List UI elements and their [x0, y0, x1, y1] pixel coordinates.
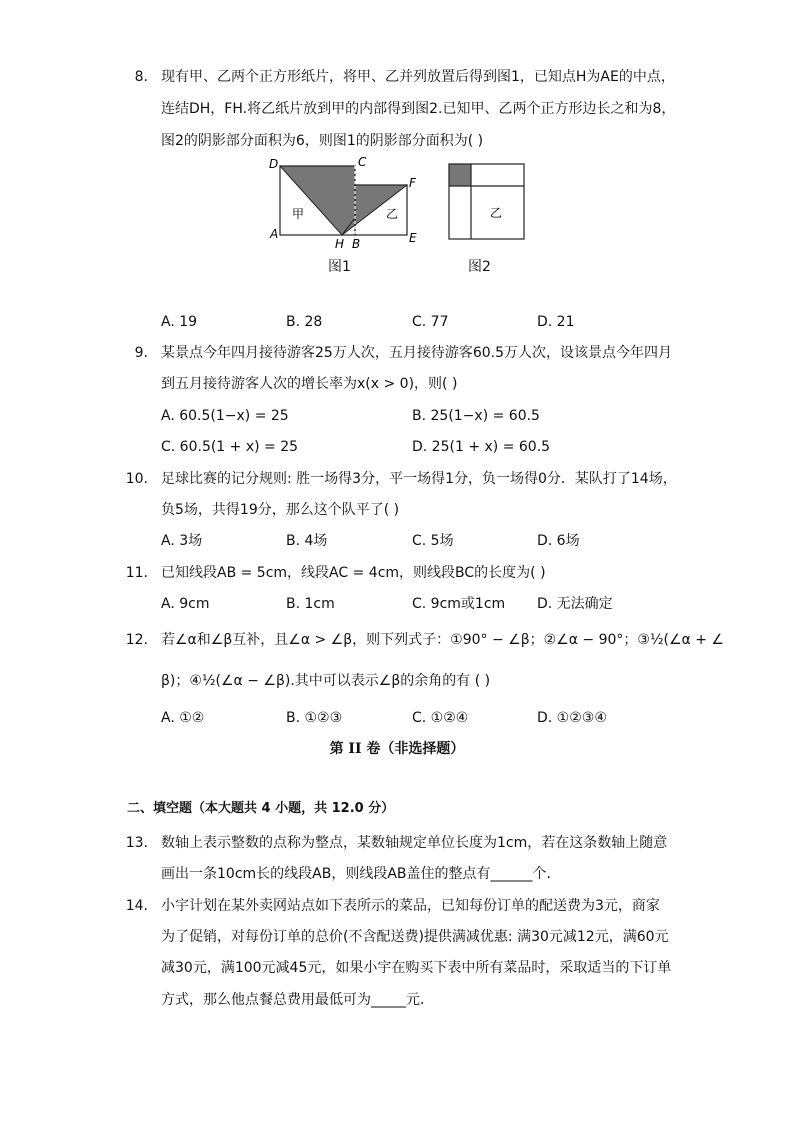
question-number: 14.	[125, 898, 148, 914]
square-label-yi: 乙	[490, 206, 503, 220]
option-c[interactable]: C. 60.5(1 + x) = 25	[161, 439, 299, 455]
question-text-line: 现有甲、乙两个正方形纸片，将甲、乙并列放置后得到图1，已知点H为AE的中点，	[161, 69, 675, 85]
option-a[interactable]: A. ①②	[161, 710, 205, 726]
point-label-b: B	[352, 237, 361, 251]
option-c[interactable]: C. ①②④	[412, 710, 469, 726]
option-c[interactable]: C. 9cm或1cm	[412, 596, 506, 612]
option-b[interactable]: B. 4场	[286, 533, 328, 549]
option-b[interactable]: B. ①②③	[286, 710, 343, 726]
point-label-c: C	[358, 155, 367, 169]
question-text-line: β)；④½(∠α − ∠β).其中可以表示∠β的余角的有 ( )	[161, 673, 491, 689]
point-label-h: H	[335, 237, 345, 251]
question-text-line: 画出一条10cm长的线段AB，则线段AB盖住的整点有______个．	[161, 866, 561, 882]
option-a[interactable]: A. 60.5(1−x) = 25	[161, 408, 289, 424]
question-text-line: 减30元，满100元减45元，如果小宇在购买下表中所有菜品时，采取适当的下订单	[161, 960, 672, 976]
option-d[interactable]: D. 6场	[537, 533, 580, 549]
question-number: 12.	[125, 632, 148, 648]
square-label-jia: 甲	[292, 207, 305, 221]
option-a[interactable]: A. 3场	[161, 533, 203, 549]
option-b[interactable]: B. 28	[286, 314, 323, 330]
shaded-triangle-left	[280, 166, 355, 235]
option-a[interactable]: A. 19	[161, 314, 198, 330]
option-d[interactable]: D. ①②③④	[537, 710, 607, 726]
question-text-line: 数轴上表示整数的点称为整点，某数轴规定单位长度为1cm，若在这条数轴上随意	[161, 835, 668, 851]
option-d[interactable]: D. 25(1 + x) = 60.5	[412, 439, 551, 455]
question-text-line: 连结DH，FH.将乙纸片放到甲的内部得到图2.已知甲、乙两个正方形边长之和为8，	[161, 101, 676, 117]
point-label-e: E	[409, 231, 417, 245]
question-text-line: 负5场，共得19分，那么这个队平了( )	[161, 502, 400, 518]
figure-2-caption: 图2	[468, 259, 491, 275]
option-b[interactable]: B. 25(1−x) = 60.5	[412, 408, 540, 424]
option-a[interactable]: A. 9cm	[161, 596, 210, 612]
square-label-yi: 乙	[386, 207, 399, 221]
question-number: 13.	[125, 835, 148, 851]
question-text-line: 为了促销，对每份订单的总价(不含配送费)提供满减优惠: 满30元减12元，满60元	[161, 929, 669, 945]
option-d[interactable]: D. 21	[537, 314, 575, 330]
question-text-line: 足球比赛的记分规则: 胜一场得3分，平一场得1分，负一场得0分．某队打了14场，	[161, 471, 677, 487]
question-text-line: 到五月接待游客人次的增长率为x(x > 0)，则( )	[161, 376, 458, 392]
question-text-line: 已知线段AB = 5cm，线段AC = 4cm，则线段BC的长度为( )	[161, 565, 546, 581]
option-c[interactable]: C. 77	[412, 314, 449, 330]
point-label-f: F	[409, 176, 416, 190]
point-label-d: D	[269, 157, 279, 171]
figure-2	[447, 162, 527, 242]
option-c[interactable]: C. 5场	[412, 533, 454, 549]
option-b[interactable]: B. 1cm	[286, 596, 335, 612]
point-label-a: A	[270, 227, 279, 241]
question-text-line: 某景点今年四月接待游客25万人次，五月接待游客60.5万人次，设该景点今年四月	[161, 345, 672, 361]
question-text-line: 若∠α和∠β互补，且∠α > ∠β，则下列式子：①90° − ∠β；②∠α − 90°；③½(∠α + ∠	[161, 632, 724, 648]
question-number: 8.	[134, 69, 148, 85]
question-text-line: 方式，那么他点餐总费用最低可为_____元．	[161, 992, 434, 1008]
question-text-line: 图2的阴影部分面积为6，则图1的阴影部分面积为( )	[161, 133, 484, 149]
part-heading: 二、填空题（本大题共 4 小题，共 12.0 分）	[127, 801, 395, 816]
question-text-line: 小宇计划在某外卖网站点如下表所示的菜品，已知每份订单的配送费为3元，商家	[161, 898, 660, 914]
question-number: 11.	[125, 565, 148, 581]
shaded-corner	[449, 164, 471, 186]
question-number: 10.	[125, 471, 148, 487]
section-title: 第 II 卷（非选择题）	[329, 741, 465, 757]
figure-1	[262, 152, 432, 252]
question-number: 9.	[134, 345, 148, 361]
option-d[interactable]: D. 无法确定	[537, 596, 613, 612]
figure-1-caption: 图1	[328, 259, 351, 275]
